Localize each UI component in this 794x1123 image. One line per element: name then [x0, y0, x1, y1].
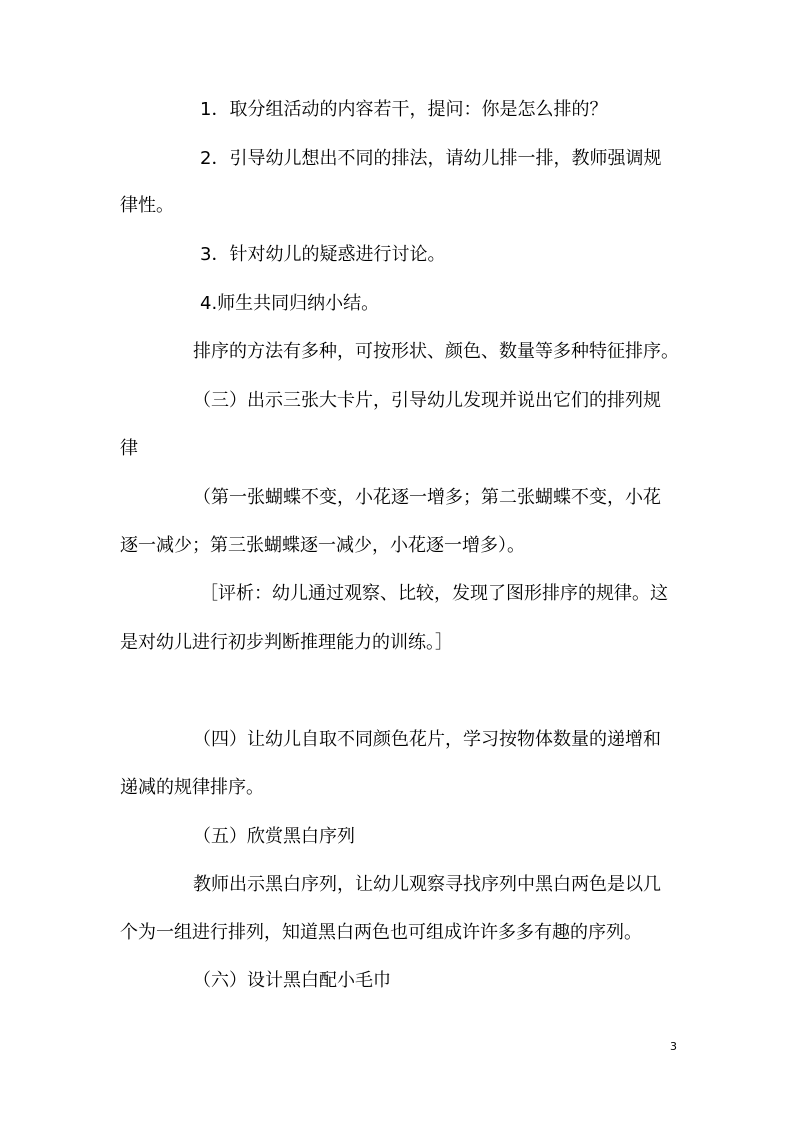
paragraph-line-11: ［评析：幼儿通过观察、比较，发现了图形排序的规律。这 [200, 583, 668, 604]
paragraph-line-7: （三）出示三张大卡片，引导幼儿发现并说出它们的排列规 [193, 390, 661, 411]
paragraph-line-8: 律 [120, 438, 138, 459]
paragraph-line-13: （四）让幼儿自取不同颜色花片，学习按物体数量的递增和 [193, 729, 661, 750]
paragraph-line-17: 个为一组进行排列，知道黑白两色也可组成许许多多有趣的序列。 [120, 922, 642, 943]
paragraph-line-2: 2．引导幼儿想出不同的排法，请幼儿排一排，教师强调规 [200, 148, 662, 169]
paragraph-line-6: 排序的方法有多种，可按形状、颜色、数量等多种特征排序。 [193, 341, 679, 362]
page-number: 3 [670, 1040, 677, 1053]
paragraph-line-14: 递减的规律排序。 [120, 777, 264, 798]
paragraph-line-15: （五）欣赏黑白序列 [193, 826, 355, 847]
paragraph-line-12: 是对幼儿进行初步判断推理能力的训练。］ [120, 632, 453, 653]
paragraph-line-16: 教师出示黑白序列，让幼儿观察寻找序列中黑白两色是以几 [193, 874, 661, 895]
paragraph-line-10: 逐一减少；第三张蝴蝶逐一减少，小花逐一增多）。 [120, 535, 525, 556]
paragraph-line-3: 律性。 [120, 195, 174, 216]
paragraph-line-18: （六）设计黑白配小毛巾 [193, 970, 391, 991]
paragraph-line-9: （第一张蝴蝶不变，小花逐一增多；第二张蝴蝶不变，小花 [193, 487, 661, 508]
paragraph-line-5: 4.师生共同归纳小结。 [200, 293, 380, 314]
paragraph-line-1: 1．取分组活动的内容若干，提问：你是怎么排的？ [200, 99, 608, 120]
paragraph-line-4: 3．针对幼儿的疑惑进行讨论。 [200, 244, 446, 265]
